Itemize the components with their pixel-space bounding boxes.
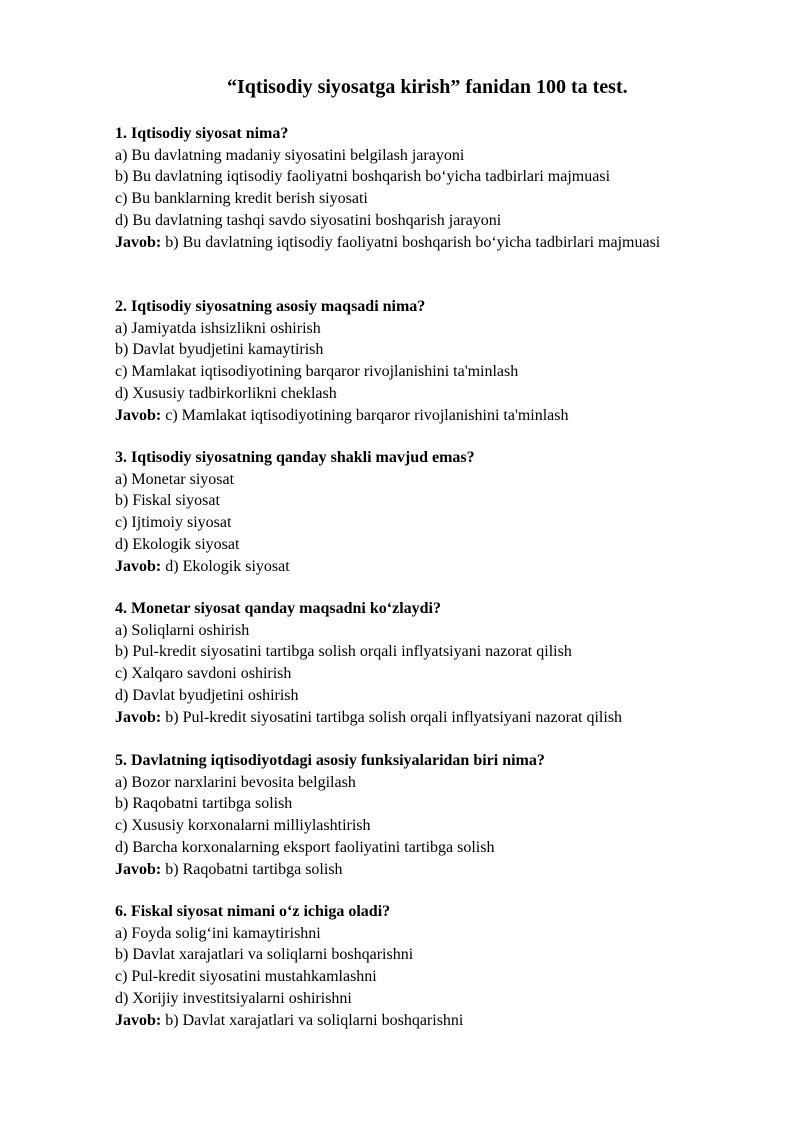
answer-text: b) Raqobatni tartibga solish bbox=[165, 860, 343, 878]
option-c: c) Bu banklarning kredit berish siyosati bbox=[115, 190, 368, 208]
question-text: 6. Fiskal siyosat nimani o‘z ichiga oladi? bbox=[115, 903, 391, 920]
option-c: c) Pul-kredit siyosatini mustahkamlashni bbox=[115, 968, 377, 986]
option-a: a) Jamiyatda ishsizlikni oshirish bbox=[115, 319, 321, 337]
question-block bbox=[115, 901, 725, 1031]
answer-line bbox=[115, 405, 725, 427]
question-text: 5. Davlatning iqtisodiyotdagi asosiy funksiyalaridan biri nima? bbox=[115, 752, 545, 769]
question-text: 1. Iqtisodiy siyosat nima? bbox=[115, 125, 289, 142]
option-d: d) Barcha korxonalarning eksport faoliyatini tartibga solish bbox=[115, 838, 495, 856]
question-text: 3. Iqtisodiy siyosatning qanday shakli mavjud emas? bbox=[115, 449, 475, 466]
question-block bbox=[115, 123, 725, 253]
option-b: b) Bu davlatning iqtisodiy faoliyatni boshqarish bo‘yicha tadbirlari majmuasi bbox=[115, 168, 611, 186]
question-text: 4. Monetar siyosat qanday maqsadni ko‘zlaydi? bbox=[115, 600, 441, 617]
option-b: b) Pul-kredit siyosatini tartibga solish orqali inflyatsiyani nazorat qilish bbox=[115, 643, 572, 661]
option-a: a) Bu davlatning madaniy siyosatini belgilash jarayoni bbox=[115, 146, 465, 164]
option-c: c) Xususiy korxonalarni milliylashtirish bbox=[115, 817, 371, 835]
option-b: b) Davlat xarajatlari va soliqlarni boshqarishni bbox=[115, 946, 414, 964]
answer-label: Javob: bbox=[115, 557, 162, 575]
option-a: a) Foyda solig‘ini kamaytirishni bbox=[115, 924, 321, 942]
answer-label: Javob: bbox=[115, 860, 162, 878]
answer-line bbox=[115, 707, 725, 729]
answer-text: b) Bu davlatning iqtisodiy faoliyatni boshqarish bo‘yicha tadbirlari majmuasi bbox=[165, 233, 661, 251]
option-c: c) Xalqaro savdoni oshirish bbox=[115, 665, 292, 683]
answer-text: b) Davlat xarajatlari va soliqlarni boshqarishni bbox=[165, 1011, 464, 1029]
answer-line bbox=[115, 1010, 725, 1032]
option-a: a) Monetar siyosat bbox=[115, 470, 235, 488]
option-a: a) Bozor narxlarini bevosita belgilash bbox=[115, 773, 356, 791]
option-d: d) Xususiy tadbirkorlikni cheklash bbox=[115, 384, 337, 402]
answer-text: b) Pul-kredit siyosatini tartibga solish orqali inflyatsiyani nazorat qilish bbox=[165, 708, 623, 726]
answer-text: d) Ekologik siyosat bbox=[165, 557, 290, 575]
option-d: d) Ekologik siyosat bbox=[115, 535, 240, 553]
option-b: b) Raqobatni tartibga solish bbox=[115, 795, 293, 813]
answer-line bbox=[115, 859, 725, 881]
question-block bbox=[115, 296, 725, 426]
answer-label: Javob: bbox=[115, 1011, 162, 1029]
option-b: b) Fiskal siyosat bbox=[115, 492, 220, 510]
answer-line bbox=[115, 232, 725, 254]
answer-text: c) Mamlakat iqtisodiyotining barqaror rivojlanishini ta'minlash bbox=[165, 406, 569, 424]
answer-label: Javob: bbox=[115, 406, 162, 424]
question-block bbox=[115, 598, 725, 728]
option-d: d) Bu davlatning tashqi savdo siyosatini boshqarish jarayoni bbox=[115, 211, 502, 229]
option-c: c) Ijtimoiy siyosat bbox=[115, 514, 232, 532]
question-block bbox=[115, 447, 725, 577]
option-d: d) Davlat byudjetini oshirish bbox=[115, 686, 299, 704]
question-block bbox=[115, 750, 725, 880]
option-a: a) Soliqlarni oshirish bbox=[115, 621, 250, 639]
document-title: “Iqtisodiy siyosatga kirish” fanidan 100 ta test. bbox=[227, 76, 628, 98]
answer-line bbox=[115, 556, 725, 578]
answer-label: Javob: bbox=[115, 233, 162, 251]
option-b: b) Davlat byudjetini kamaytirish bbox=[115, 341, 324, 359]
question-text: 2. Iqtisodiy siyosatning asosiy maqsadi nima? bbox=[115, 298, 426, 315]
option-d: d) Xorijiy investitsiyalarni oshirishni bbox=[115, 989, 352, 1007]
option-c: c) Mamlakat iqtisodiyotining barqaror rivojlanishini ta'minlash bbox=[115, 363, 519, 381]
answer-label: Javob: bbox=[115, 708, 162, 726]
